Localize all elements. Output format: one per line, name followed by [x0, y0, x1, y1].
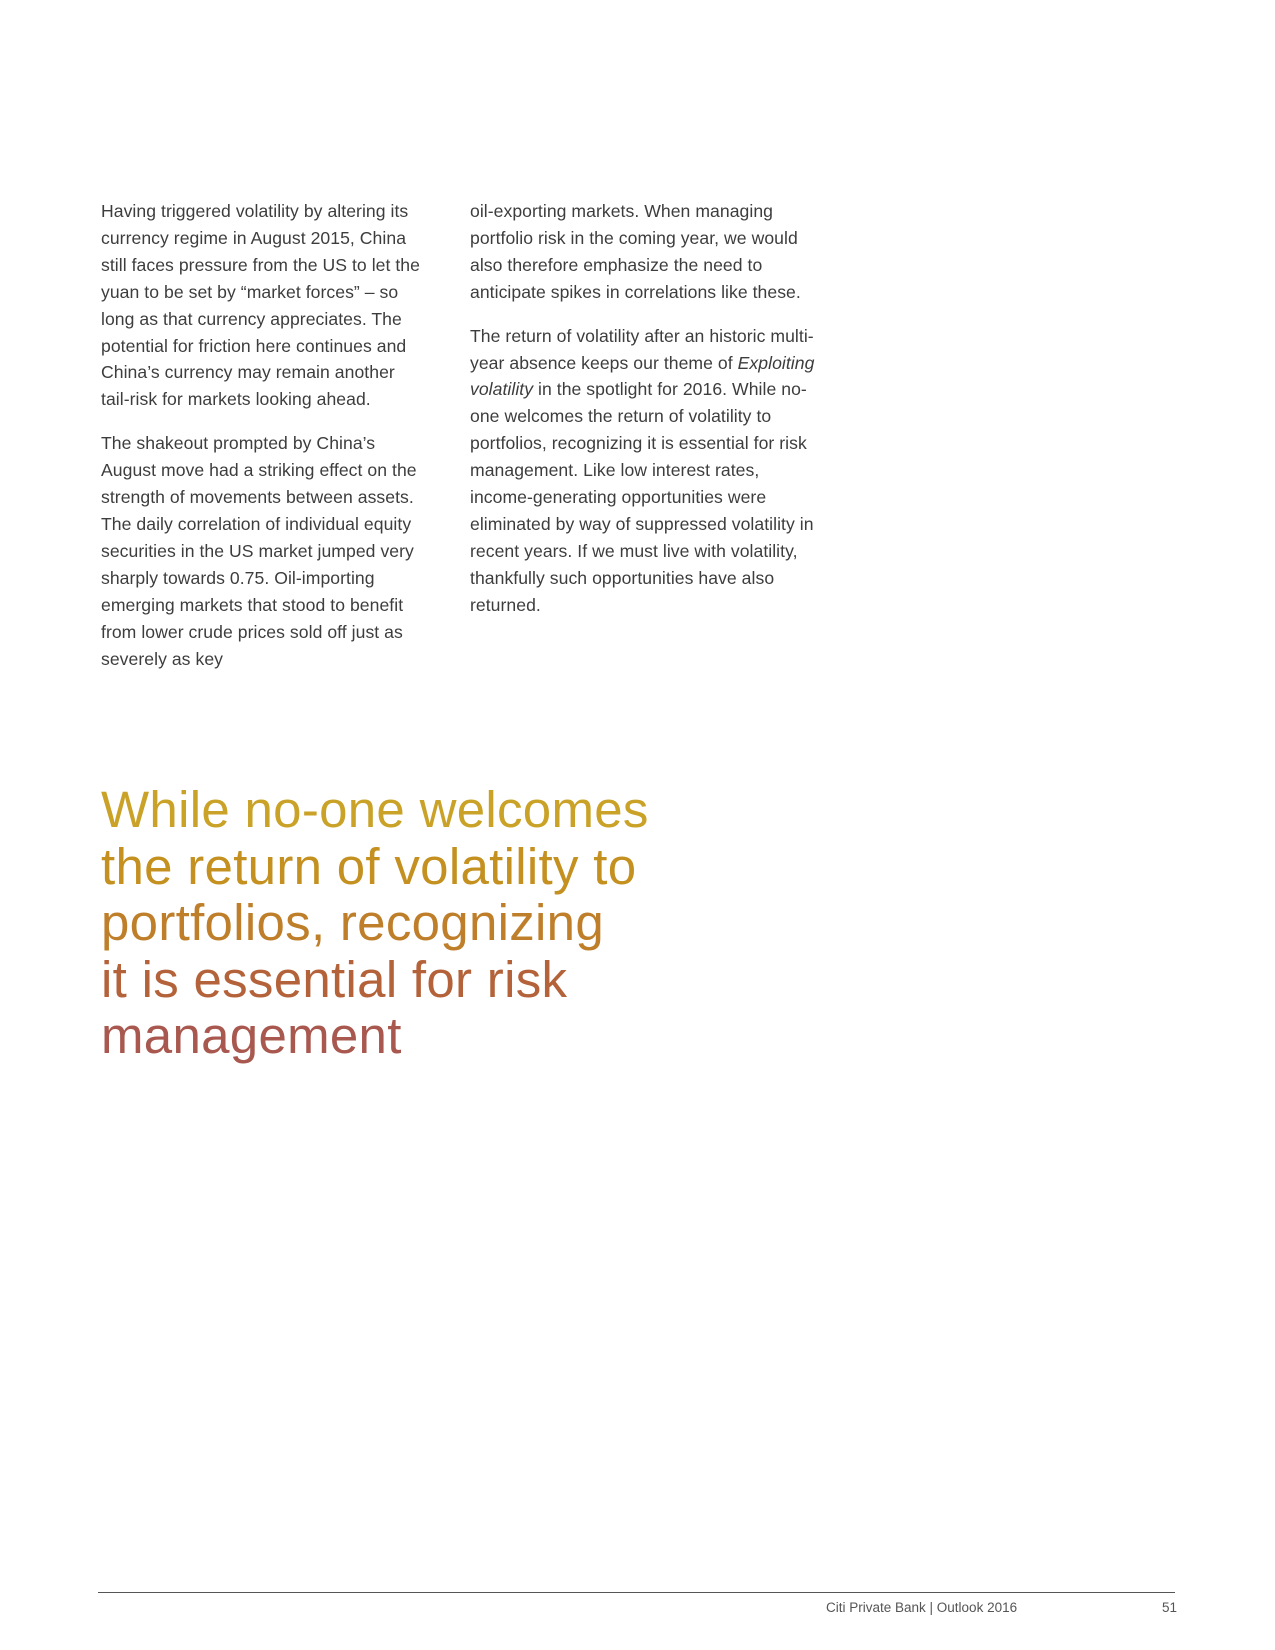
pull-quote-line: the return of volatility to: [101, 837, 637, 895]
paragraph-text: in the spotlight for 2016. While no-one welcomes the return of volatility to portfolios, recognizing it is essential for risk management. Like low interest rates, income-generating opportunities were eliminated by way of suppressed volatility in recent years. If we must live with volatility, thankfully such opportunities have also returned.: [470, 379, 814, 615]
pull-quote-line: it is essential for risk: [101, 950, 568, 1008]
pull-quote-line: While no-one welcomes: [101, 781, 649, 838]
body-paragraph: [470, 323, 815, 619]
theme-name: Exploiting volatility: [470, 352, 815, 400]
pull-quote-line: management: [101, 1007, 402, 1064]
body-paragraph: Having triggered volatility by altering its currency regime in August 2015, China still faces pressure from the US to let the yuan to be set by “market forces” – so long as that currency appreciates. The potential for friction here continues and China’s currency may remain another tail-risk for markets looking ahead.: [101, 201, 420, 410]
footer-publication: Citi Private Bank | Outlook 2016: [826, 1600, 1018, 1615]
page-number: 51: [1162, 1600, 1178, 1615]
body-paragraph: oil-exporting markets. When managing portfolio risk in the coming year, we would also therefore emphasize the need to anticipate spikes in correlations like these.: [470, 201, 801, 302]
footer-divider: [98, 1592, 1175, 1593]
pull-quote: [101, 782, 701, 1065]
pull-quote-line: portfolios, recognizing: [101, 894, 605, 951]
body-column-left: [101, 198, 426, 689]
body-paragraph: The shakeout prompted by China’s August move had a striking effect on the strength of movements between assets. The daily correlation of individual equity securities in the US market jumped very sharply towards 0.75. Oil-importing emerging markets that stood to benefit from lower crude prices sold off just as severely as key: [101, 433, 417, 669]
body-column-right: [470, 198, 815, 636]
paragraph-text: The return of volatility after an historic multi-year absence keeps our theme of: [470, 325, 814, 373]
